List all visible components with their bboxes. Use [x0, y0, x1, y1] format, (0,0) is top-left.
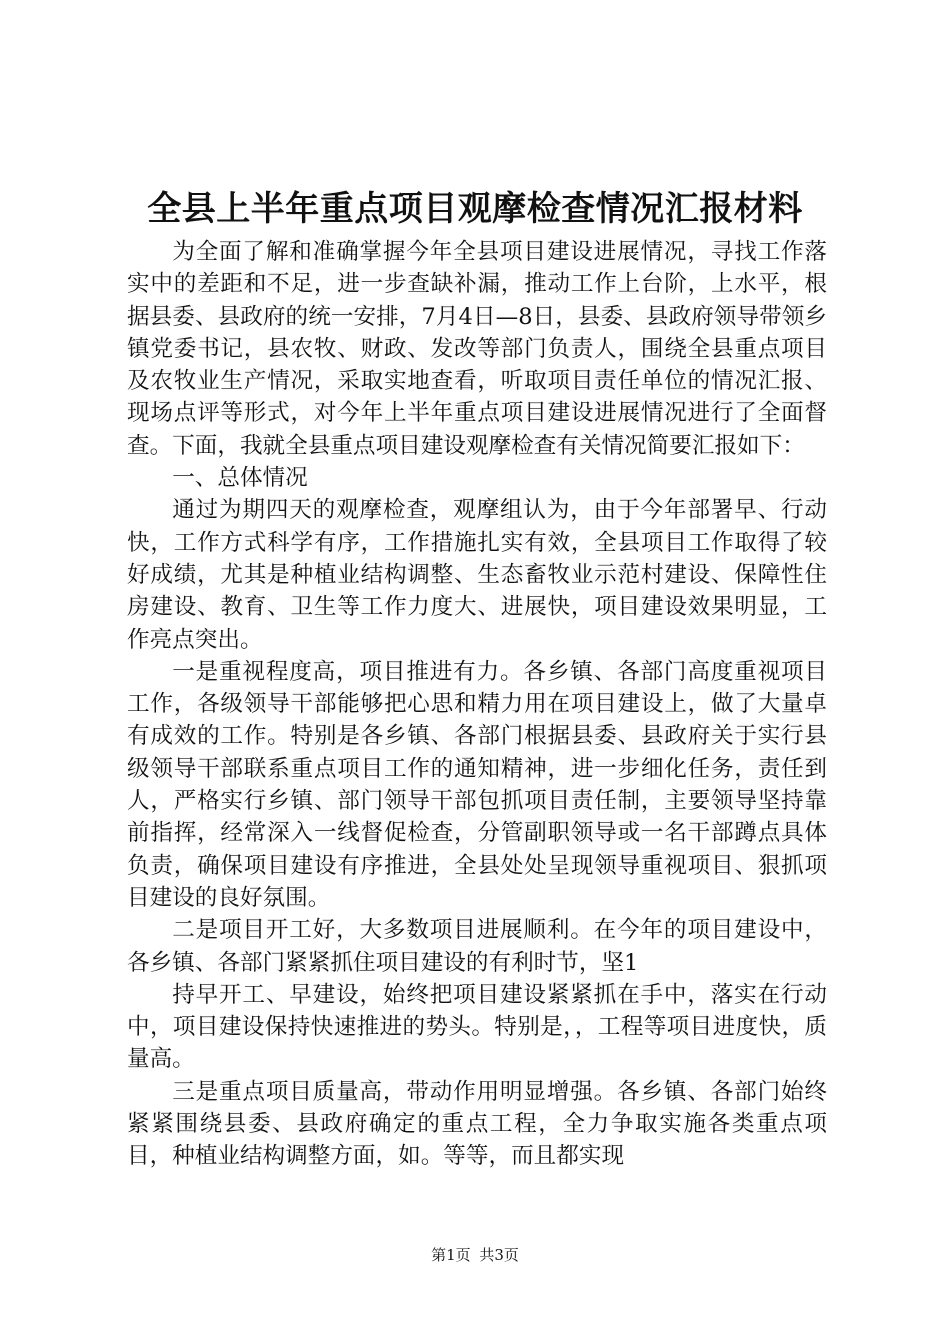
document-title: 全县上半年重点项目观摩检查情况汇报材料 — [147, 189, 803, 229]
document-body — [127, 236, 827, 1173]
paragraph-overview: 通过为期四天的观摩检查，观摩组认为，由于今年部署早、行动快，工作方式科学有序，工作措施扎实有效，全县项目工作取得了较好成绩，尤其是种植业结构调整、生态畜牧业示范村建设、保障性住房建设、教育、卫生等工作力度大、进展快，项目建设效果明显，工作亮点突出。 — [127, 497, 827, 653]
section-heading-overview: 一、总体情况 — [172, 465, 308, 492]
paragraph-point-one: 一是重视程度高，项目推进有力。各乡镇、各部门高度重视项目工作，各级领导干部能够把心思和精力用在项目建设上，做了大量卓有成效的工作。特别是各乡镇、各部门根据县委、县政府关于实行县级领导干部联系重点项目工作的通知精神，进一步细化任务，责任到人，严格实行乡镇、部门领导干部包抓项目责任制，主要领导坚持靠前指挥，经常深入一线督促检查，分管副职领导或一名干部蹲点具体负责，确保项目建设有序推进，全县处处呈现领导重视项目、狠抓项目建设的良好氛围。 — [127, 658, 827, 911]
paragraph-point-two: 二是项目开工好，大多数项目进展顺利。在今年的项目建设中，各乡镇、各部门紧紧抓住项目建设的有利时节，坚1 — [127, 917, 827, 976]
paragraph-intro: 为全面了解和准确掌握今年全县项目建设进展情况，寻找工作落实中的差距和不足，进一步查缺补漏，推动工作上台阶，上水平，根据县委、县政府的统一安排，7月4日—8日，县委、县政府领导带领乡镇党委书记，县农牧、财政、发改等部门负责人，围绕全县重点项目及农牧业生产情况，采取实地查看，听取项目责任单位的情况汇报、现场点评等形式，对今年上半年重点项目建设进展情况进行了全面督查。下面，我就全县重点项目建设观摩检查有关情况简要汇报如下： — [127, 239, 827, 459]
paragraph-point-two-continued: 持早开工、早建设，始终把项目建设紧紧抓在手中，落实在行动中，项目建设保持快速推进的势头。特别是，，工程等项目进度快，质量高。 — [127, 981, 827, 1073]
page-footer — [0, 1244, 950, 1266]
paragraph-point-three: 三是重点项目质量高，带动作用明显增强。各乡镇、各部门始终紧紧围绕县委、县政府确定的重点工程，全力争取实施各类重点项目，种植业结构调整方面，如。等等，而且都实现 — [127, 1078, 827, 1170]
page-number: 第1页 — [431, 1246, 471, 1264]
page-total: 共3页 — [479, 1246, 519, 1264]
